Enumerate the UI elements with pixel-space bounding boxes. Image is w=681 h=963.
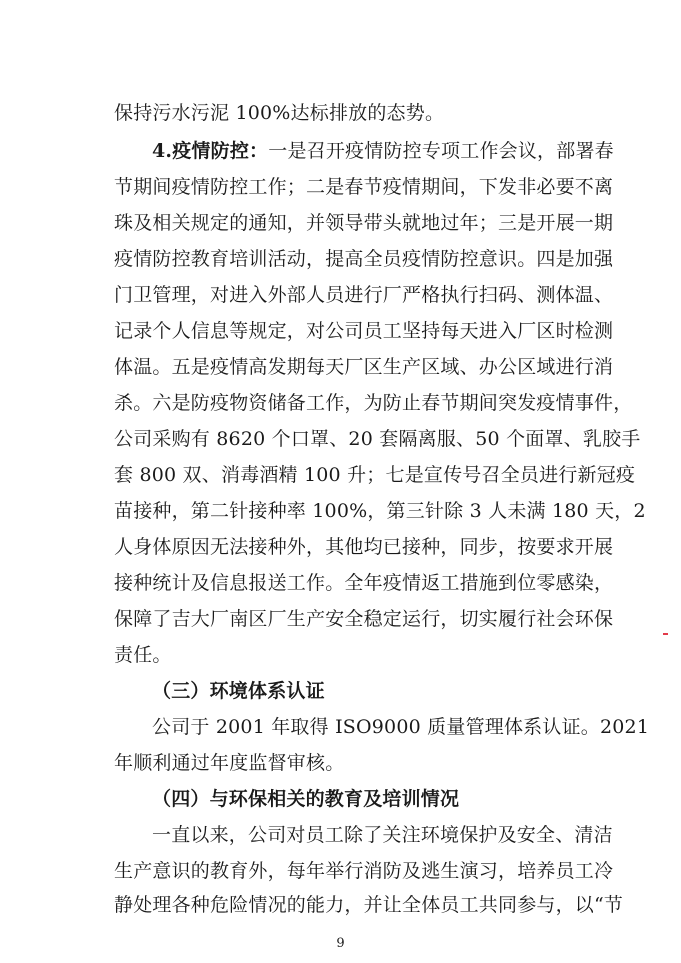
paragraph-line: 一直以来，公司对员工除了关注环境保护及安全、清洁 [152,824,613,846]
paragraph-line: 疫情防控教育培训活动，提高全员疫情防控意识。四是加强 [114,248,614,270]
paragraph-line: 套 800 双、消毒酒精 100 升；七是宣传号召全员进行新冠疫 [114,464,636,486]
margin-mark [663,633,668,635]
paragraph-line: 门卫管理，对进入外部人员进行厂严格执行扫码、测体温、 [114,284,614,306]
paragraph-line: 责任。 [114,644,172,666]
paragraph-line: 节期间疫情防控工作；二是春节疫情期间，下发非必要不离 [114,176,614,198]
paragraph-line: 体温。五是疫情高发期每天厂区生产区域、办公区域进行消 [114,356,614,378]
paragraph-line: 年顺利通过年度监督审核。 [114,752,345,774]
page-number: 9 [336,936,345,951]
paragraph-line [152,136,614,166]
paragraph-line: 公司采购有 8620 个口罩、20 套隔离服、50 个面罩、乳胶手 [114,428,641,450]
paragraph-line: 记录个人信息等规定，对公司员工坚持每天进入厂区时检测 [114,320,614,342]
paragraph-line: 杀。六是防疫物资储备工作，为防止春节期间突发疫情事件， [114,392,633,414]
paragraph-line: 接种统计及信息报送工作。全年疫情返工措施到位零感染， [114,572,614,594]
section-lead: 4.疫情防控： [152,140,269,162]
paragraph-line: 静处理各种危险情况的能力，并让全体员工共同参与，以“节 [114,894,624,916]
paragraph-line: 苗接种，第二针接种率 100%，第三针除 3 人未满 180 天，2 [114,500,646,522]
paragraph-line: 保持污水污泥 100%达标排放的态势。 [114,102,445,124]
section-heading: （四）与环保相关的教育及培训情况 [152,788,460,810]
paragraph-text: 一是召开疫情防控专项工作会议，部署春 [268,140,614,162]
paragraph-line: 保障了吉大厂南区厂生产安全稳定运行，切实履行社会环保 [114,608,614,630]
paragraph-line: 珠及相关规定的通知，并领导带头就地过年；三是开展一期 [114,212,614,234]
paragraph-line: 公司于 2001 年取得 ISO9000 质量管理体系认证。2021 [152,716,650,738]
paragraph-line: 生产意识的教育外，每年举行消防及逃生演习，培养员工冷 [114,860,614,882]
section-heading: （三）环境体系认证 [152,680,325,702]
paragraph-line: 人身体原因无法接种外，其他均已接种，同步，按要求开展 [114,536,614,558]
